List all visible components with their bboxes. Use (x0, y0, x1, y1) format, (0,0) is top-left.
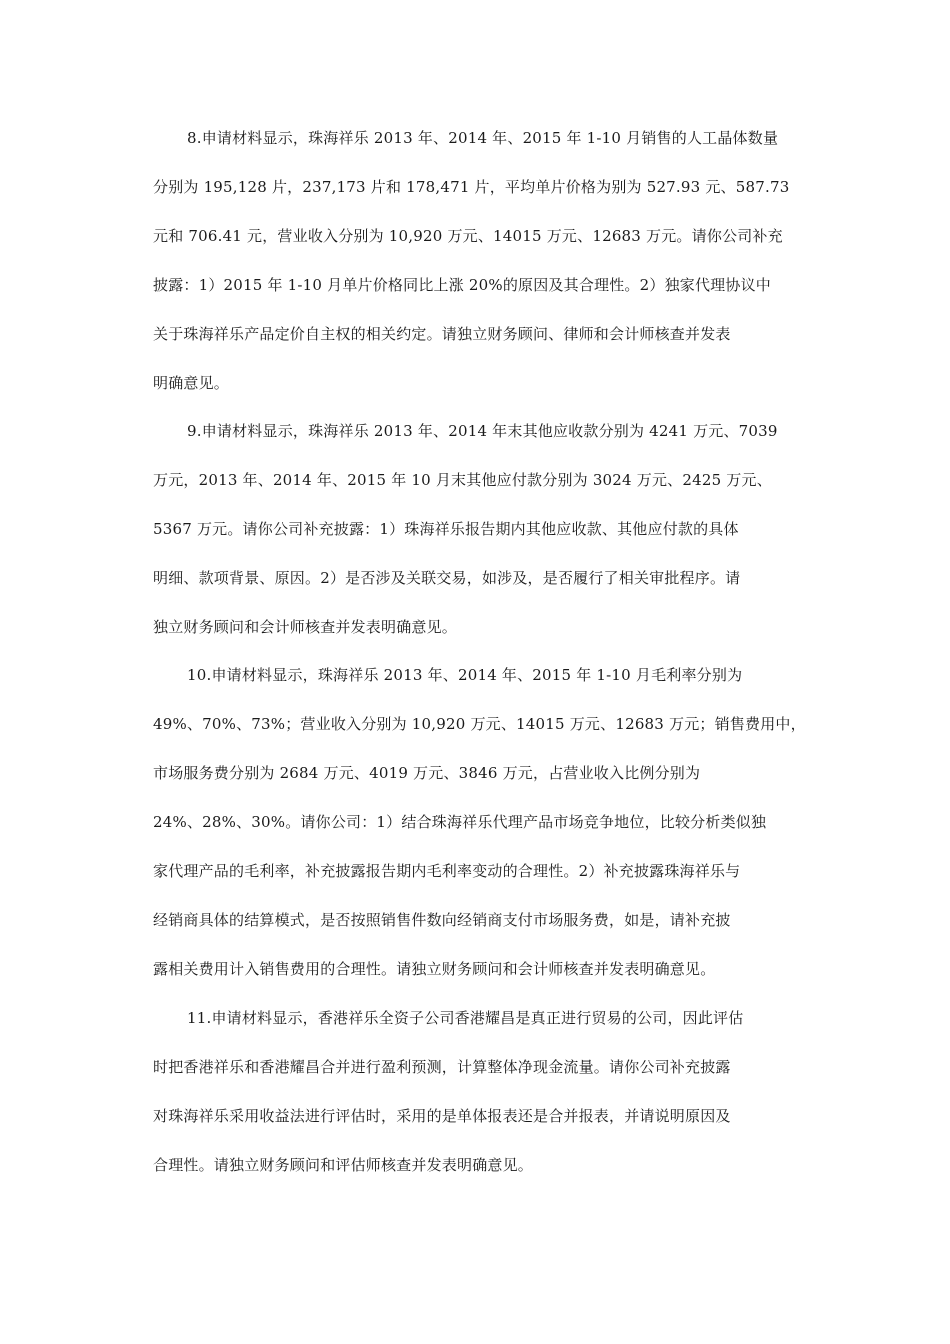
paragraph-line: 8.申请材料显示，珠海祥乐 2013 年、2014 年、2015 年 1-10 月销售的人工晶体数量 (187, 129, 779, 147)
paragraph-line: 49%、70%、73%；营业收入分别为 10,920 万元、14015 万元、12683 万元；销售费用中， (153, 715, 806, 733)
paragraph-line: 分别为 195,128 片，237,173 片和 178,471 片，平均单片价格为别为 527.93 元、587.73 (153, 178, 790, 196)
paragraph-line: 9.申请材料显示，珠海祥乐 2013 年、2014 年末其他应收款分别为 4241 万元、7039 (187, 422, 778, 440)
paragraph-line: 家代理产品的毛利率，补充披露报告期内毛利率变动的合理性。2）补充披露珠海祥乐与 (153, 862, 741, 880)
paragraph-line: 明细、款项背景、原因。2）是否涉及关联交易，如涉及，是否履行了相关审批程序。请 (153, 569, 741, 587)
paragraph-line: 元和 706.41 元，营业收入分别为 10,920 万元、14015 万元、12683 万元。请你公司补充 (153, 227, 783, 245)
paragraph-line: 时把香港祥乐和香港耀昌合并进行盈利预测，计算整体净现金流量。请你公司补充披露 (153, 1058, 731, 1076)
paragraph-line: 10.申请材料显示，珠海祥乐 2013 年、2014 年、2015 年 1-10 月毛利率分别为 (187, 666, 743, 684)
paragraph-line: 11.申请材料显示，香港祥乐全资子公司香港耀昌是真正进行贸易的公司，因此评估 (187, 1009, 744, 1027)
paragraph-line: 市场服务费分别为 2684 万元、4019 万元、3846 万元，占营业收入比例分别为 (153, 764, 701, 782)
paragraph-line: 24%、28%、30%。请你公司：1）结合珠海祥乐代理产品市场竞争地位，比较分析类似独 (153, 813, 767, 831)
paragraph-line: 披露：1）2015 年 1-10 月单片价格同比上涨 20%的原因及其合理性。2）独家代理协议中 (153, 276, 771, 294)
paragraph-line: 经销商具体的结算模式，是否按照销售件数向经销商支付市场服务费，如是，请补充披 (153, 911, 731, 929)
paragraph-line: 合理性。请独立财务顾问和评估师核查并发表明确意见。 (153, 1156, 534, 1174)
paragraph-line: 露相关费用计入销售费用的合理性。请独立财务顾问和会计师核查并发表明确意见。 (153, 960, 716, 978)
paragraph-line: 独立财务顾问和会计师核查并发表明确意见。 (153, 618, 458, 636)
paragraph-line: 对珠海祥乐采用收益法进行评估时，采用的是单体报表还是合并报表，并请说明原因及 (153, 1107, 731, 1125)
paragraph-line: 5367 万元。请你公司补充披露：1）珠海祥乐报告期内其他应收款、其他应付款的具体 (153, 520, 739, 538)
paragraph-line: 万元，2013 年、2014 年、2015 年 10 月末其他应付款分别为 3024 万元、2425 万元、 (153, 471, 772, 489)
paragraph-line: 关于珠海祥乐产品定价自主权的相关约定。请独立财务顾问、律师和会计师核查并发表 (153, 325, 731, 343)
paragraph-line: 明确意见。 (153, 374, 230, 392)
